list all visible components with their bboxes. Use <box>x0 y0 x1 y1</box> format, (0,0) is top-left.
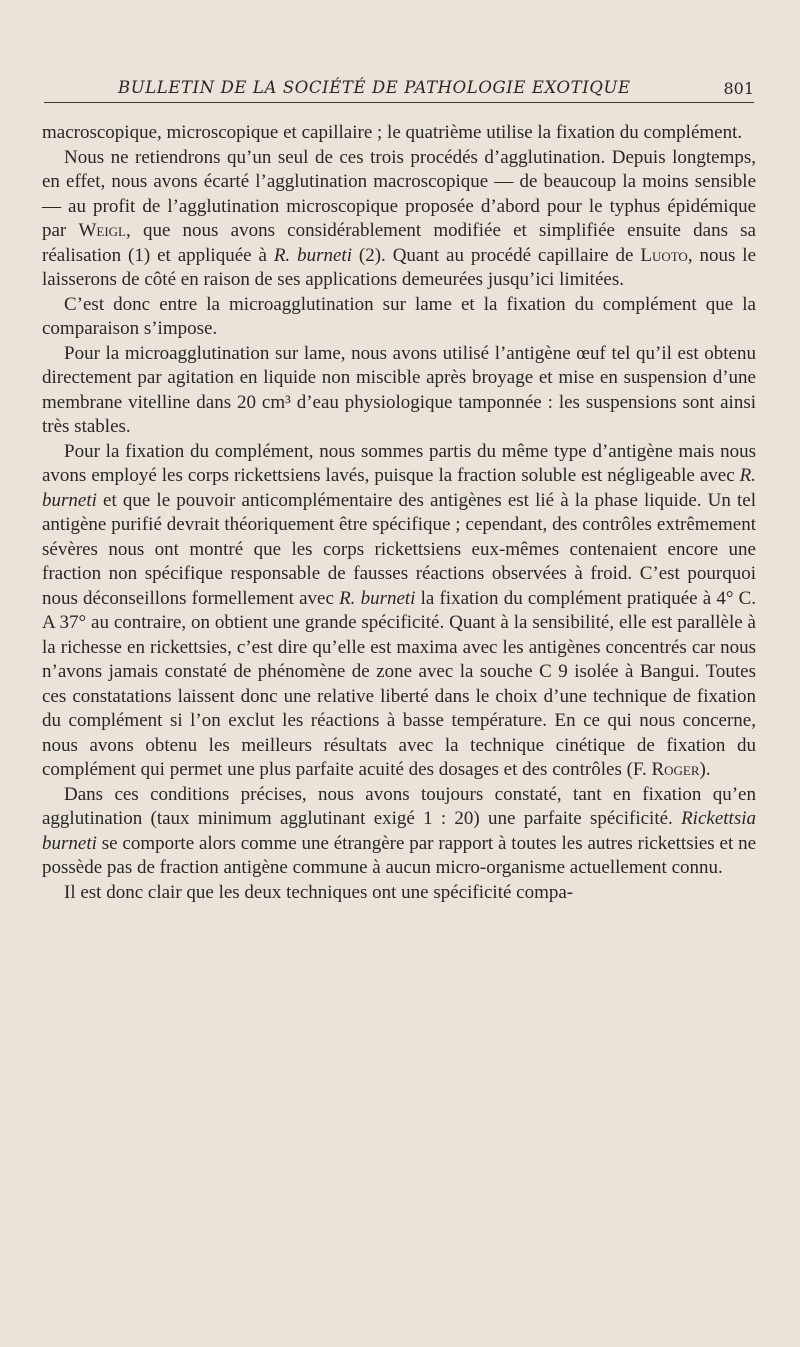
paragraph <box>42 342 756 440</box>
italic-term: Rickettsia burneti <box>42 808 756 854</box>
italic-term: R. burneti <box>273 244 352 266</box>
text-run: Nous ne retiendrons qu’un seul de ces trois procédés d’agglutination. Depuis longtemps, en effet, nous avons écarté l’agglutination macroscopique — de beaucoup la moins sensible — au profit de l’agglutination microscopique proposée d’abord pour le typhus épidémique par <box>42 146 756 241</box>
paragraph <box>42 121 756 146</box>
author-name: Roger <box>651 759 700 780</box>
text-run: ). <box>699 759 711 780</box>
text-run: (2). Quant au procédé capillaire de <box>351 244 641 266</box>
paragraph <box>42 146 756 293</box>
author-name: Luoto <box>640 244 688 266</box>
text-run: C’est donc entre la microagglutination sur lame et la fixation du complément que la comparaison s’impose. <box>42 293 756 339</box>
running-header <box>44 74 754 103</box>
text-run: se comporte alors comme une étrangère par rapport à toutes les autres rickettsies et ne possède pas de fraction antigène commune à aucun micro-organisme actuellement connu. <box>42 832 756 878</box>
paragraph <box>42 293 756 342</box>
text-run: la fixation du complément pratiquée à 4° C. A 37° au contraire, on obtient une grande spécificité. Quant à la sensibilité, elle est parallèle à la richesse en rickettsies, c’est dire qu’elle est maxima avec les antigènes concentrés car nous n’avons jamais constaté de phénomène de zone avec la souche C 9 isolée à Bangui. Toutes ces constatations laissent donc une relative liberté dans le choix d’une technique de fixation du complément si l’on exclut les réactions à basse température. En ce qui nous concerne, nous avons obtenu les meilleurs résultats avec la technique cinétique de fixation du complément qui permet une plus parfaite acuité des dosages et des contrôles (F. <box>42 587 756 780</box>
author-name: Weigl <box>78 220 126 241</box>
body-text <box>42 121 756 905</box>
text-run: Pour la fixation du complément, nous sommes partis du même type d’antigène mais nous avons employé les corps rickettsiens lavés, puisque la fraction soluble est négligeable avec <box>42 440 756 486</box>
text-run: et que le pouvoir anticomplémentaire des antigènes est lié à la phase liquide. Un tel antigène purifié devrait théoriquement être spécifique ; cependant, des contrôles extrêmement sévères nous ont montré que les corps rickettsiens eux-mêmes contenaient encore une fraction non spécifique responsable de fausses réactions observées à froid. C’est pourquoi nous déconseillons formellement avec <box>42 489 756 609</box>
paragraph <box>42 440 756 783</box>
italic-term: R. burneti <box>42 465 756 511</box>
text-run: Pour la microagglutination sur lame, nous avons utilisé l’antigène œuf tel qu’il est obtenu directement par agitation en liquide non miscible après broyage et mise en suspension d’une membrane vitelline dans 20 cm³ d’eau physiologique tamponnée : les suspensions sont ainsi très stables. <box>42 342 756 437</box>
paragraph <box>42 783 756 881</box>
italic-term: R. burneti <box>339 587 416 609</box>
paragraph <box>42 881 756 906</box>
text-run: , nous le laisserons de côté en raison de ses applications demeurées jusqu’ici limitées. <box>42 244 756 290</box>
text-run: , que nous avons considérablement modifiée et simplifiée ensuite dans sa réalisation (1) et appliquée à <box>42 220 756 266</box>
text-run: Il est donc clair que les deux techniques ont une spécificité compa- <box>64 881 574 903</box>
text-run: macroscopique, microscopique et capillaire ; le quatrième utilise la fixation du complément. <box>42 122 743 143</box>
running-title: BULLETIN DE LA SOCIÉTÉ DE PATHOLOGIE EXOTIQUE <box>118 78 631 97</box>
page-number: 801 <box>723 79 754 98</box>
text-run: Dans ces conditions précises, nous avons toujours constaté, tant en fixation qu’en agglutination (taux minimum agglutinant exigé 1 : 20) une parfaite spécificité. <box>42 783 756 829</box>
